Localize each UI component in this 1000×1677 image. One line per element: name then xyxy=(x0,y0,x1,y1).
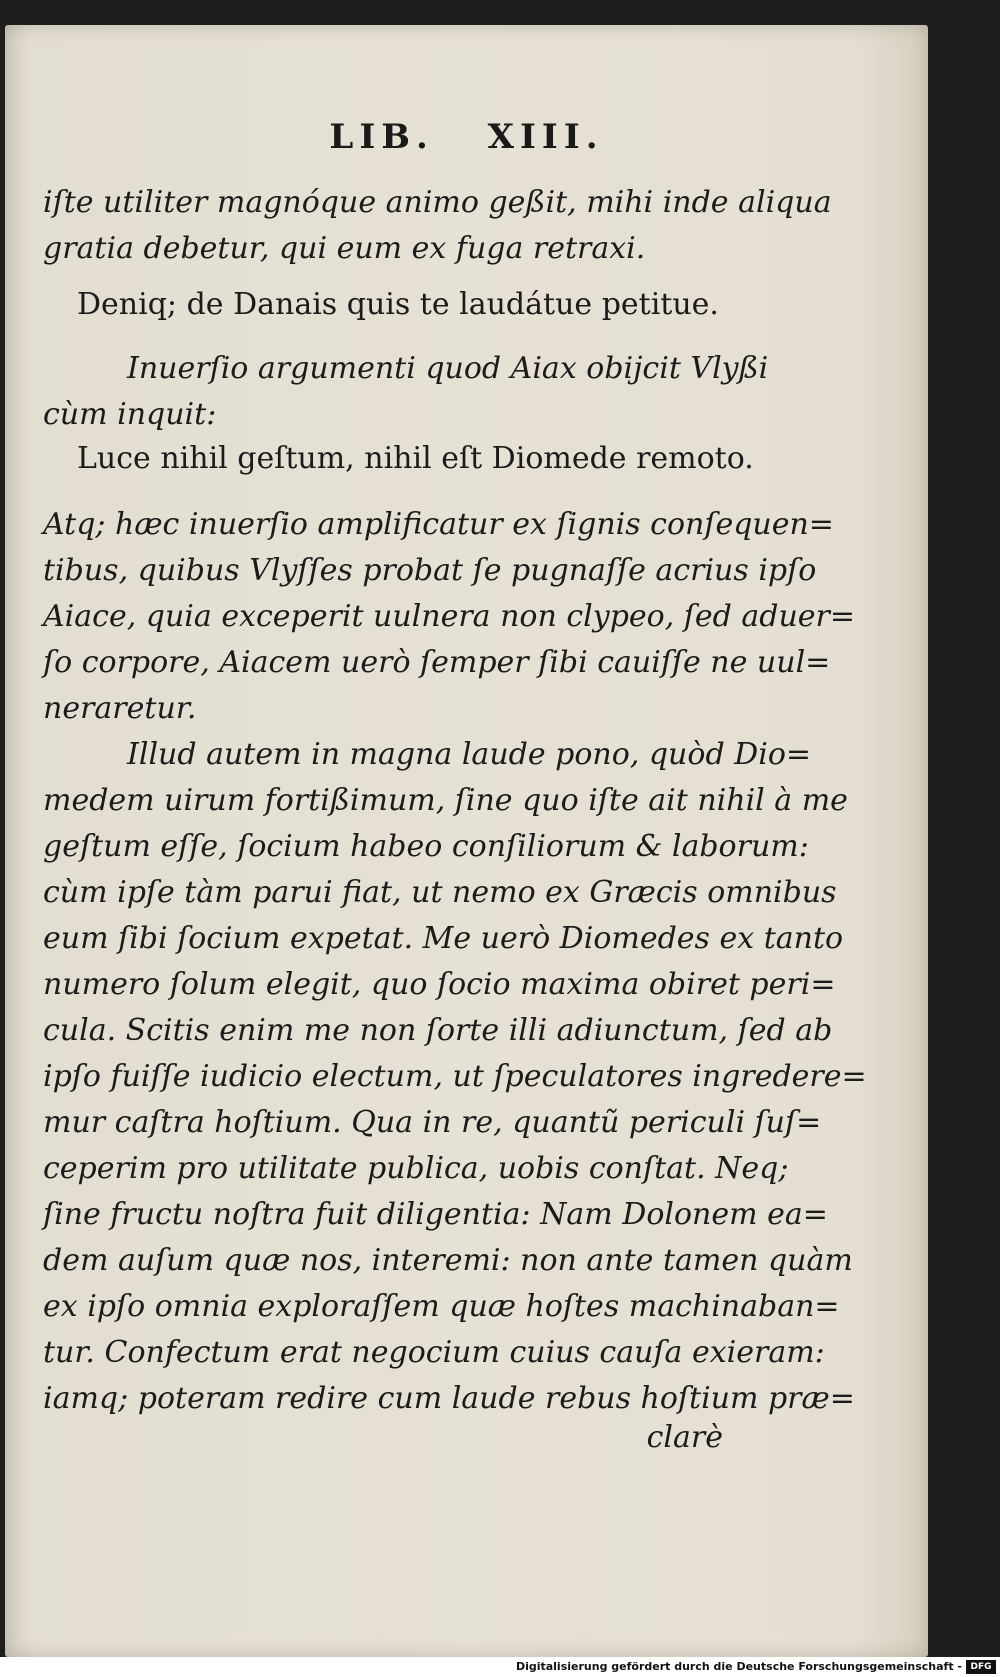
text-line: Atq; hæc inuerſio amplificatur ex ſignis conſequen= xyxy=(43,507,834,542)
text-line: ex ipſo omnia exploraſſem quæ hoſtes machinaban= xyxy=(43,1289,840,1324)
text-line: tur. Confectum erat negocium cuius cauſa exieram: xyxy=(43,1335,825,1370)
text-line: gratia debetur, qui eum ex fuga retraxi. xyxy=(43,231,646,266)
text-line: ſo corpore, Aiacem uerò ſemper ſibi cauiſſe ne uul= xyxy=(43,645,831,680)
book-page xyxy=(5,25,928,1657)
text-line: Illud autem in magna laude pono, quòd Dio= xyxy=(127,737,812,772)
text-line: iamq; poteram redire cum laude rebus hoſtium præ= xyxy=(43,1381,855,1416)
dfg-logo-icon: DFG xyxy=(966,1660,996,1674)
text-line: ſine fructu noſtra fuit diligentia: Nam Dolonem ea= xyxy=(43,1197,828,1232)
text-line: ipſo fuiſſe iudicio electum, ut ſpeculatores ingredere= xyxy=(43,1059,867,1094)
text-line: neraretur. xyxy=(43,691,197,726)
text-line: geſtum eſſe, ſocium habeo conſiliorum & laborum: xyxy=(43,829,809,864)
text-line: Inuerſio argumenti quod Aiax obijcit Vlyßi xyxy=(127,351,769,386)
catchword: clarè xyxy=(646,1420,723,1455)
text-line: cùm inquit: xyxy=(43,397,217,432)
header-number: XIII. xyxy=(487,117,604,157)
text-line: mur caſtra hoſtium. Qua in re, quantũ periculi ſuſ= xyxy=(43,1105,822,1140)
footer-bar xyxy=(0,1657,1000,1677)
running-header xyxy=(5,117,928,157)
text-line: eum ſibi ſocium expetat. Me uerò Diomedes ex tanto xyxy=(43,921,844,956)
verse-line: Deniq; de Danais quis te laudátue petitue. xyxy=(77,287,719,322)
text-line: dem auſum quæ nos, interemi: non ante tamen quàm xyxy=(43,1243,853,1278)
text-line: Aiace, quia exceperit uulnera non clypeo, ſed aduer= xyxy=(43,599,856,634)
text-line: medem uirum fortißimum, ſine quo iſte ait nihil à me xyxy=(43,783,848,818)
verse-line: Luce nihil geſtum, nihil eſt Diomede remoto. xyxy=(77,441,754,476)
text-line: ceperim pro utilitate publica, uobis conſtat. Neq; xyxy=(43,1151,789,1186)
text-line: numero ſolum elegit, quo ſocio maxima obiret peri= xyxy=(43,967,836,1002)
text-line: tibus, quibus Vlyſſes probat ſe pugnaſſe acrius ipſo xyxy=(43,553,817,588)
text-line: cùm ipſe tàm parui fiat, ut nemo ex Græcis omnibus xyxy=(43,875,837,910)
funding-credit: Digitalisierung gefördert durch die Deutsche Forschungsgemeinschaft - xyxy=(515,1660,962,1673)
text-line: cula. Scitis enim me non ſorte illi adiunctum, ſed ab xyxy=(43,1013,833,1048)
text-line: iſte utiliter magnóque animo geßit, mihi inde aliqua xyxy=(43,185,832,220)
header-lib: LIB. xyxy=(329,117,434,157)
